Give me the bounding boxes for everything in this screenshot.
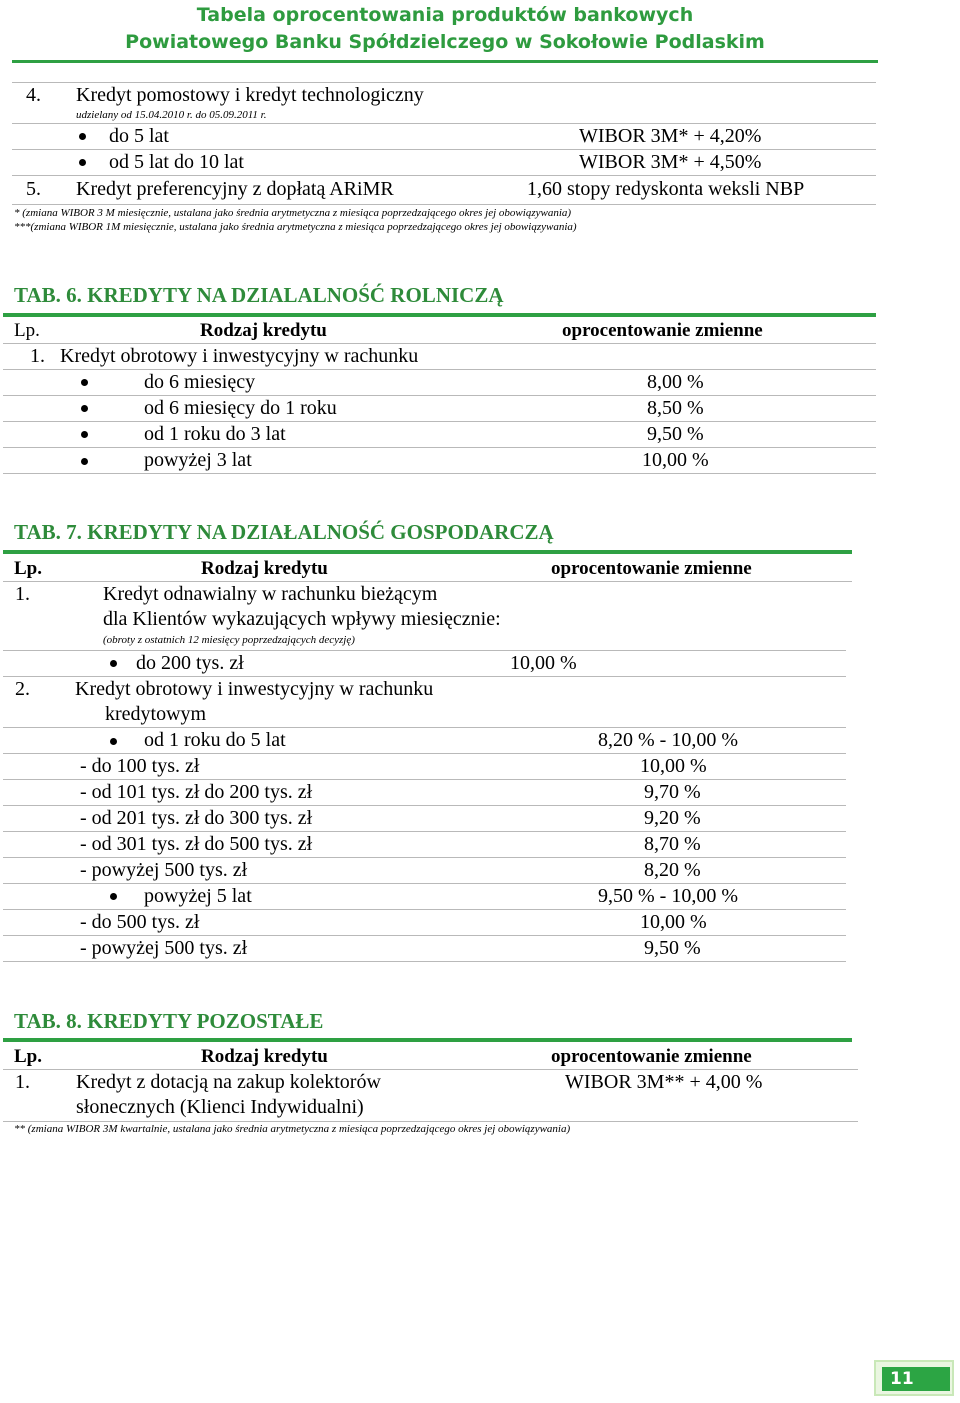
bullet-icon: [110, 893, 117, 900]
item4-row-rate: WIBOR 3M* + 4,20%: [579, 125, 762, 147]
tab8-rule: [3, 1038, 852, 1042]
bullet-icon: [79, 133, 86, 140]
footnote-wibor3m-quarterly: ** (zmiana WIBOR 3M kwartalnie, ustalana jako średnia arytmetyczna z miesiąca poprzedzającego okres jej obowiązywania): [14, 1123, 571, 1135]
row-divider: [3, 909, 846, 910]
row-divider: [12, 149, 876, 150]
tab7-b1-label: od 1 roku do 5 lat: [144, 729, 286, 751]
page-number: 11: [882, 1367, 950, 1391]
tab7-rule: [3, 550, 852, 554]
row-divider: [12, 204, 876, 205]
row-divider: [12, 82, 876, 83]
tab7-b1-row-rate: 8,70 %: [644, 833, 701, 855]
bullet-icon: [81, 431, 88, 438]
tab7-b1-row-rate: 9,20 %: [644, 807, 701, 829]
tab6-row-rate: 10,00 %: [642, 449, 709, 471]
tab7-b1-row-rate: 8,20 %: [644, 859, 701, 881]
tab7-item1-number: 1.: [15, 583, 30, 605]
footnote-wibor1m: ***(zmiana WIBOR 1M miesięcznie, ustalana jako średnia arytmetyczna z miesiąca poprzedzającego okres jej obowiązywania): [14, 221, 577, 233]
tab8-title: TAB. 8. KREDYTY POZOSTAŁE: [14, 1009, 324, 1033]
tab7-b2-row-label: - do 500 tys. zł: [80, 911, 200, 933]
tab7-item2-line2: kredytowym: [105, 703, 207, 725]
tab7-b1-row-label: - do 100 tys. zł: [80, 755, 200, 777]
item4-title: Kredyt pomostowy i kredyt technologiczny: [76, 84, 424, 106]
tab7-col-lp: Lp.: [14, 558, 42, 579]
tab7-b1-row-label: - powyżej 500 tys. zł: [80, 859, 248, 881]
header-line1: Tabela oprocentowania produktów bankowych: [196, 4, 694, 26]
item5-title: Kredyt preferencyjny z dopłatą ARiMR: [76, 178, 394, 200]
tab7-col-rate: oprocentowanie zmienne: [551, 558, 752, 579]
tab7-b1-row-rate: 9,70 %: [644, 781, 701, 803]
row-divider: [3, 961, 846, 962]
tab7-item2-number: 2.: [15, 678, 30, 700]
tab6-row-label: powyżej 3 lat: [144, 449, 252, 471]
bullet-icon: [81, 458, 88, 465]
tab6-row-rate: 9,50 %: [647, 423, 704, 445]
page-number-badge: [874, 1360, 954, 1396]
tab7-b2-row-rate: 10,00 %: [640, 911, 707, 933]
bullet-icon: [81, 405, 88, 412]
tab7-b2-row-rate: 9,50 %: [644, 937, 701, 959]
tab8-item-rate: WIBOR 3M** + 4,00 %: [565, 1071, 763, 1093]
item5-rate: 1,60 stopy redyskonta weksli NBP: [527, 178, 805, 200]
tab8-item-number: 1.: [15, 1071, 30, 1093]
tab7-item1-row-label: do 200 tys. zł: [136, 652, 244, 674]
row-divider: [3, 1069, 858, 1070]
tab7-b1-row-label: - od 301 tys. zł do 500 tys. zł: [80, 833, 313, 855]
item4-row-label: do 5 lat: [109, 125, 169, 147]
tab8-col-rate: oprocentowanie zmienne: [551, 1046, 752, 1067]
row-divider: [3, 650, 846, 651]
item4-number: 4.: [26, 84, 41, 106]
item5-number: 5.: [26, 178, 41, 200]
row-divider: [3, 369, 876, 370]
row-divider: [3, 857, 846, 858]
tab6-row-rate: 8,00 %: [647, 371, 704, 393]
tab7-b1-row-rate: 10,00 %: [640, 755, 707, 777]
tab7-col-type: Rodzaj kredytu: [201, 558, 328, 579]
tab7-item1-line1: Kredyt odnawialny w rachunku bieżącym: [103, 583, 438, 605]
item4-row-rate: WIBOR 3M* + 4,50%: [579, 151, 762, 173]
row-divider: [3, 447, 876, 448]
footnote-wibor3m: * (zmiana WIBOR 3 M miesięcznie, ustalana jako średnia arytmetyczna z miesiąca poprzedzającego okres jej obowiązywania): [14, 207, 572, 219]
row-divider: [3, 421, 876, 422]
row-divider: [3, 395, 876, 396]
tab8-item-line1: Kredyt z dotacją na zakup kolektorów: [76, 1071, 381, 1093]
row-divider: [12, 175, 876, 176]
tab8-col-type: Rodzaj kredytu: [201, 1046, 328, 1067]
tab7-item1-row-rate: 10,00 %: [510, 652, 577, 674]
tab7-b1-rate: 8,20 % - 10,00 %: [598, 729, 738, 751]
tab6-row-label: od 1 roku do 3 lat: [144, 423, 286, 445]
tab7-title: TAB. 7. KREDYTY NA DZIAŁALNOŚĆ GOSPODARCZĄ: [14, 520, 554, 544]
row-divider: [3, 935, 846, 936]
tab7-b1-row-label: - od 201 tys. zł do 300 tys. zł: [80, 807, 313, 829]
bullet-icon: [79, 159, 86, 166]
bullet-icon: [110, 660, 117, 667]
tab7-b2-label: powyżej 5 lat: [144, 885, 252, 907]
row-divider: [3, 1121, 858, 1122]
tab6-item-title: Kredyt obrotowy i inwestycyjny w rachunku: [60, 345, 419, 367]
tab6-col-type: Rodzaj kredytu: [200, 320, 327, 341]
row-divider: [3, 805, 846, 806]
tab6-row-label: do 6 miesięcy: [144, 371, 256, 393]
tab6-row-rate: 8,50 %: [647, 397, 704, 419]
item4-note: udzielany od 15.04.2010 r. do 05.09.2011 r.: [76, 109, 267, 121]
row-divider: [3, 473, 876, 474]
tab6-rule: [3, 313, 876, 317]
bullet-icon: [81, 379, 88, 386]
tab6-col-rate: oprocentowanie zmienne: [562, 320, 763, 341]
tab6-item-number: 1.: [30, 345, 45, 367]
row-divider: [3, 581, 852, 582]
row-divider: [12, 123, 876, 124]
tab7-item2-line1: Kredyt obrotowy i inwestycyjny w rachunku: [75, 678, 434, 700]
row-divider: [3, 779, 846, 780]
item4-row-label: od 5 lat do 10 lat: [109, 151, 244, 173]
row-divider: [3, 676, 846, 677]
tab7-item1-line2: dla Klientów wykazujących wpływy miesięcznie:: [103, 608, 501, 630]
tab6-title: TAB. 6. KREDYTY NA DZIALALNOŚĆ ROLNICZĄ: [14, 283, 504, 307]
bullet-icon: [110, 738, 117, 745]
tab7-b2-rate: 9,50 % - 10,00 %: [598, 885, 738, 907]
tab6-row-label: od 6 miesięcy do 1 roku: [144, 397, 337, 419]
row-divider: [3, 343, 876, 344]
row-divider: [3, 883, 846, 884]
tab6-col-lp: Lp.: [14, 320, 40, 341]
tab7-item1-note: (obroty z ostatnich 12 miesięcy poprzedzających decyzję): [103, 634, 355, 646]
tab8-item-line2: słonecznych (Klienci Indywidualni): [76, 1096, 364, 1118]
tab7-b1-row-label: - od 101 tys. zł do 200 tys. zł: [80, 781, 313, 803]
row-divider: [3, 727, 846, 728]
row-divider: [3, 831, 846, 832]
tab8-col-lp: Lp.: [14, 1046, 42, 1067]
header-line2: Powiatowego Banku Spółdzielczego w Sokołowie Podlaskim: [125, 31, 765, 53]
header-rule: [12, 60, 878, 63]
row-divider: [3, 753, 846, 754]
tab7-b2-row-label: - powyżej 500 tys. zł: [80, 937, 248, 959]
